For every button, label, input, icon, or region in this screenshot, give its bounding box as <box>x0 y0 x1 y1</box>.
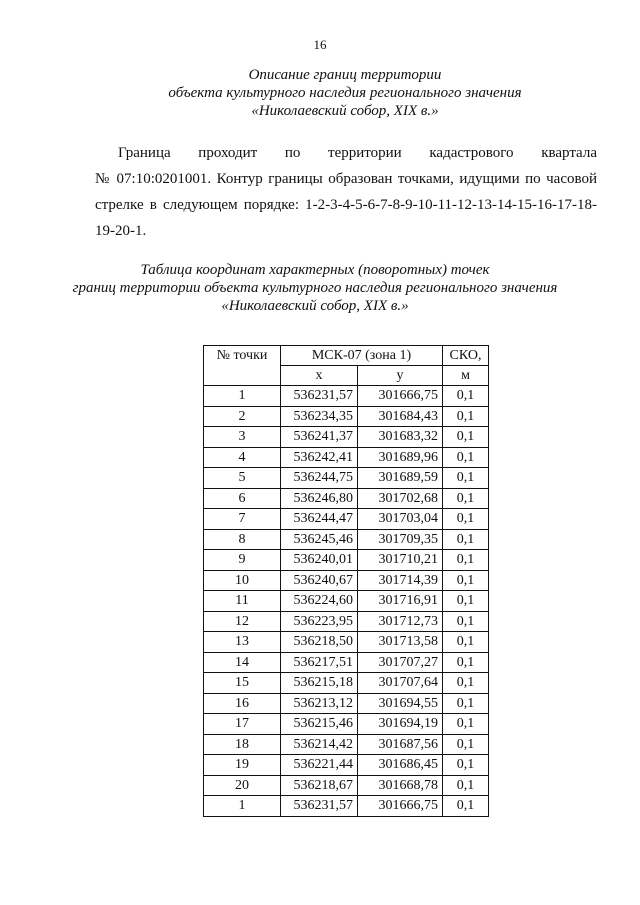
y-cell: 301702,68 <box>358 488 443 509</box>
table-row <box>204 611 489 632</box>
table-row <box>204 632 489 653</box>
header-point-number: № точки <box>204 346 281 386</box>
y-cell: 301694,19 <box>358 714 443 735</box>
table-row <box>204 488 489 509</box>
table-row <box>204 652 489 673</box>
point-cell: 14 <box>204 652 281 673</box>
table-row <box>204 386 489 407</box>
document-heading <box>0 66 640 120</box>
paragraph-line-3: стрелке в следующем порядке: 1-2-3-4-5-6-7-8-9-10-11-12-13-14-15-16-17-18- <box>95 197 597 213</box>
y-cell: 301707,27 <box>358 652 443 673</box>
x-cell: 536245,46 <box>281 529 358 550</box>
sko-cell: 0,1 <box>443 447 489 468</box>
sko-cell: 0,1 <box>443 427 489 448</box>
heading-line-1: Описание границ территории <box>248 67 442 83</box>
y-cell: 301686,45 <box>358 755 443 776</box>
x-cell: 536234,35 <box>281 406 358 427</box>
y-cell: 301687,56 <box>358 734 443 755</box>
table-heading-line-2: границ территории объекта культурного наследия регионального значения <box>72 280 558 296</box>
paragraph-line-1: Граница проходит по территории кадастрового квартала <box>118 145 597 161</box>
header-coordinate-system: МСК-07 (зона 1) <box>281 346 443 366</box>
y-cell: 301710,21 <box>358 550 443 571</box>
sko-cell: 0,1 <box>443 714 489 735</box>
y-cell: 301689,59 <box>358 468 443 489</box>
table-row <box>204 693 489 714</box>
point-cell: 4 <box>204 447 281 468</box>
sko-cell: 0,1 <box>443 570 489 591</box>
sko-cell: 0,1 <box>443 693 489 714</box>
point-cell: 17 <box>204 714 281 735</box>
table-row <box>204 714 489 735</box>
y-cell: 301684,43 <box>358 406 443 427</box>
x-cell: 536242,41 <box>281 447 358 468</box>
y-cell: 301683,32 <box>358 427 443 448</box>
y-cell: 301703,04 <box>358 509 443 530</box>
x-cell: 536215,46 <box>281 714 358 735</box>
y-cell: 301668,78 <box>358 775 443 796</box>
sko-cell: 0,1 <box>443 406 489 427</box>
y-cell: 301709,35 <box>358 529 443 550</box>
header-sko: СКО, <box>443 346 489 366</box>
sko-cell: 0,1 <box>443 591 489 612</box>
table-row <box>204 775 489 796</box>
page-number: 16 <box>313 37 327 52</box>
table-row <box>204 755 489 776</box>
x-cell: 536244,75 <box>281 468 358 489</box>
coordinates-table-body <box>204 386 489 817</box>
point-cell: 2 <box>204 406 281 427</box>
y-cell: 301716,91 <box>358 591 443 612</box>
point-cell: 20 <box>204 775 281 796</box>
table-row <box>204 550 489 571</box>
point-cell: 3 <box>204 427 281 448</box>
coordinates-table <box>203 345 489 817</box>
point-cell: 6 <box>204 488 281 509</box>
y-cell: 301694,55 <box>358 693 443 714</box>
x-cell: 536218,50 <box>281 632 358 653</box>
y-cell: 301712,73 <box>358 611 443 632</box>
sko-cell: 0,1 <box>443 796 489 817</box>
y-cell: 301713,58 <box>358 632 443 653</box>
y-cell: 301666,75 <box>358 386 443 407</box>
x-cell: 536217,51 <box>281 652 358 673</box>
point-cell: 10 <box>204 570 281 591</box>
paragraph-line-2: № 07:10:0201001. Контур границы образован точками, идущими по часовой <box>95 171 597 187</box>
x-cell: 536241,37 <box>281 427 358 448</box>
y-cell: 301714,39 <box>358 570 443 591</box>
x-cell: 536218,67 <box>281 775 358 796</box>
table-row <box>204 529 489 550</box>
heading-line-2: объекта культурного наследия регионального значения <box>168 85 522 101</box>
point-cell: 5 <box>204 468 281 489</box>
sko-cell: 0,1 <box>443 611 489 632</box>
x-cell: 536246,80 <box>281 488 358 509</box>
header-y: y <box>358 366 443 386</box>
sko-cell: 0,1 <box>443 673 489 694</box>
x-cell: 536221,44 <box>281 755 358 776</box>
sko-cell: 0,1 <box>443 529 489 550</box>
y-cell: 301666,75 <box>358 796 443 817</box>
x-cell: 536224,60 <box>281 591 358 612</box>
x-cell: 536231,57 <box>281 386 358 407</box>
sko-cell: 0,1 <box>443 386 489 407</box>
point-cell: 1 <box>204 386 281 407</box>
table-row <box>204 447 489 468</box>
point-cell: 13 <box>204 632 281 653</box>
point-cell: 8 <box>204 529 281 550</box>
table-row <box>204 591 489 612</box>
table-heading <box>0 261 640 315</box>
x-cell: 536240,01 <box>281 550 358 571</box>
sko-cell: 0,1 <box>443 550 489 571</box>
sko-cell: 0,1 <box>443 632 489 653</box>
point-cell: 1 <box>204 796 281 817</box>
boundary-description <box>95 140 597 244</box>
table-row <box>204 570 489 591</box>
table-row <box>204 468 489 489</box>
point-cell: 15 <box>204 673 281 694</box>
x-cell: 536214,42 <box>281 734 358 755</box>
paragraph-line-4: 19-20-1. <box>95 223 147 239</box>
table-row <box>204 509 489 530</box>
table-heading-line-1: Таблица координат характерных (поворотных) точек <box>140 262 490 278</box>
table-row <box>204 406 489 427</box>
y-cell: 301707,64 <box>358 673 443 694</box>
x-cell: 536215,18 <box>281 673 358 694</box>
x-cell: 536244,47 <box>281 509 358 530</box>
sko-cell: 0,1 <box>443 775 489 796</box>
point-cell: 11 <box>204 591 281 612</box>
table-row <box>204 796 489 817</box>
table-heading-line-3: «Николаевский собор, XIX в.» <box>221 298 409 314</box>
table-row <box>204 673 489 694</box>
x-cell: 536240,67 <box>281 570 358 591</box>
x-cell: 536213,12 <box>281 693 358 714</box>
point-cell: 9 <box>204 550 281 571</box>
sko-cell: 0,1 <box>443 652 489 673</box>
sko-cell: 0,1 <box>443 734 489 755</box>
point-cell: 16 <box>204 693 281 714</box>
sko-cell: 0,1 <box>443 468 489 489</box>
header-sko-unit: м <box>443 366 489 386</box>
point-cell: 12 <box>204 611 281 632</box>
header-x: x <box>281 366 358 386</box>
sko-cell: 0,1 <box>443 755 489 776</box>
sko-cell: 0,1 <box>443 509 489 530</box>
table-row <box>204 427 489 448</box>
x-cell: 536231,57 <box>281 796 358 817</box>
x-cell: 536223,95 <box>281 611 358 632</box>
point-cell: 7 <box>204 509 281 530</box>
sko-cell: 0,1 <box>443 488 489 509</box>
heading-line-3: «Николаевский собор, XIX в.» <box>251 103 439 119</box>
point-cell: 18 <box>204 734 281 755</box>
table-row <box>204 734 489 755</box>
y-cell: 301689,96 <box>358 447 443 468</box>
point-cell: 19 <box>204 755 281 776</box>
